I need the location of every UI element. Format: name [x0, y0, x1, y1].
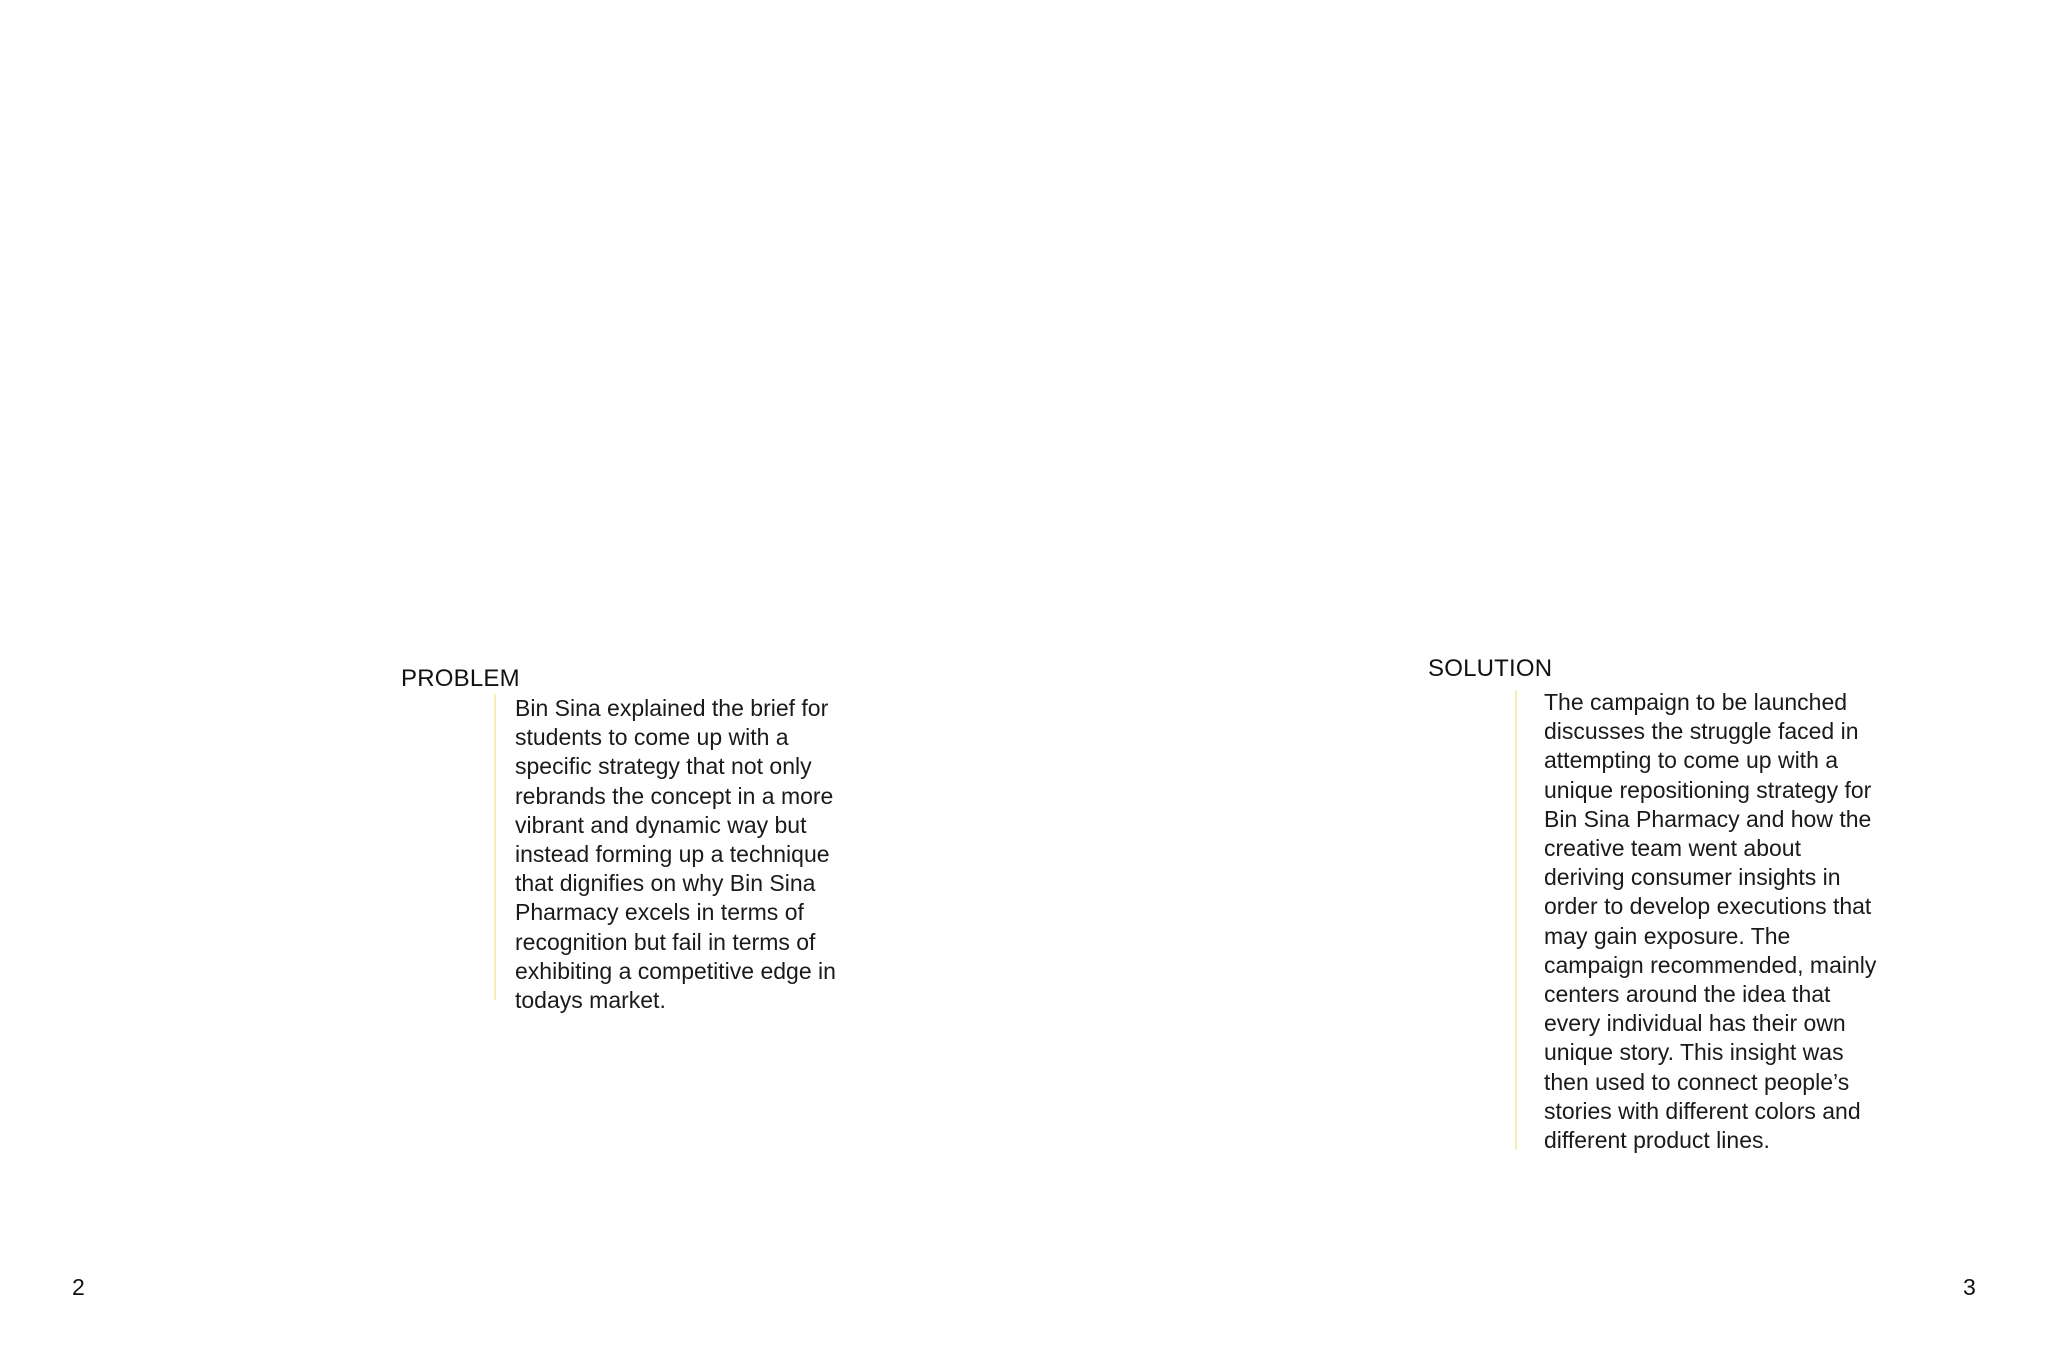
body-line: specific strategy that not only [515, 753, 812, 780]
body-line: unique story. This insight was [1544, 1039, 1844, 1066]
problem-accent-rule [494, 694, 496, 1000]
body-line: rebrands the concept in a more [515, 782, 834, 809]
body-line: that dignifies on why Bin Sina [515, 870, 816, 897]
page-number-right: 3 [1963, 1274, 1976, 1300]
body-line: different product lines. [1544, 1127, 1770, 1154]
body-line: instead forming up a technique [515, 841, 830, 868]
body-line: every individual has their own [1544, 1010, 1846, 1037]
body-line: then used to connect people’s [1544, 1068, 1850, 1095]
solution-accent-rule [1515, 690, 1517, 1150]
solution-body-text [1544, 688, 1944, 1155]
page-number-left: 2 [72, 1274, 85, 1300]
body-line: students to come up with a [515, 724, 789, 751]
body-line: Bin Sina Pharmacy and how the [1544, 805, 1872, 832]
body-line: discusses the struggle faced in [1544, 718, 1859, 745]
right-page [1024, 0, 2048, 1365]
problem-heading: PROBLEM [401, 665, 520, 692]
solution-heading: SOLUTION [1428, 655, 1553, 682]
body-line: deriving consumer insights in [1544, 864, 1841, 891]
body-line: todays market. [515, 987, 666, 1014]
body-line: vibrant and dynamic way but [515, 811, 807, 838]
body-line: Bin Sina explained the brief for [515, 695, 829, 721]
body-line: unique repositioning strategy for [1544, 776, 1872, 803]
body-line: centers around the idea that [1544, 981, 1831, 1008]
body-line: exhibiting a competitive edge in [515, 957, 836, 984]
problem-body-text [515, 694, 875, 1015]
body-line: order to develop executions that [1544, 893, 1872, 920]
body-line: The campaign to be launched [1544, 689, 1848, 715]
body-line: Pharmacy excels in terms of [515, 899, 804, 926]
body-line: may gain exposure. The [1544, 922, 1791, 949]
body-line: recognition but fail in terms of [515, 928, 816, 955]
body-line: attempting to come up with a [1544, 747, 1839, 774]
body-line: stories with different colors and [1544, 1097, 1861, 1124]
body-line: campaign recommended, mainly [1544, 951, 1877, 978]
body-line: creative team went about [1544, 835, 1801, 862]
